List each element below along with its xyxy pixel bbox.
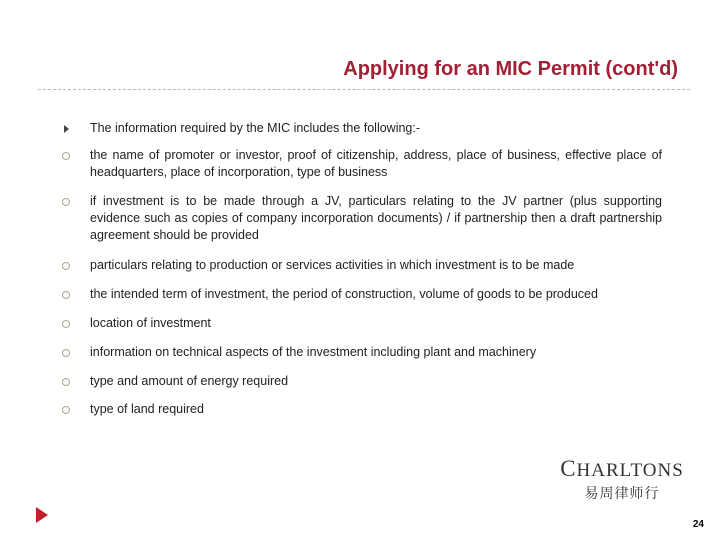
list-item [60, 193, 662, 244]
list-item [60, 257, 662, 274]
list-item-text: the intended term of investment, the period of construction, volume of goods to be produced [90, 287, 598, 301]
play-arrow-icon[interactable] [35, 506, 49, 529]
list-item-text: location of investment [90, 316, 211, 330]
logo-wordmark: CHARLTONS [560, 456, 684, 481]
title-divider [38, 89, 690, 90]
list-item [60, 147, 662, 181]
list-item [60, 401, 662, 418]
charltons-logo [560, 456, 684, 503]
bullet-list [60, 120, 662, 418]
hollow-circle-icon [60, 344, 72, 361]
list-item-text: type of land required [90, 402, 204, 416]
list-item [60, 344, 662, 361]
list-item-text: type and amount of energy required [90, 374, 289, 388]
hollow-circle-icon [60, 193, 72, 210]
hollow-circle-icon [60, 257, 72, 274]
list-item-text: if investment is to be made through a JV, particulars relating to the JV partner (plus supporting evidence such as copies of company incorporation documents) / if partnership then a draft partnership agreement should be provided [90, 194, 662, 242]
list-item [60, 286, 662, 303]
hollow-circle-icon [60, 315, 72, 332]
list-item [60, 373, 662, 390]
list-item [60, 315, 662, 332]
page-number: 24 [692, 519, 704, 530]
right-triangle-icon [60, 120, 72, 137]
hollow-circle-icon [60, 147, 72, 164]
list-item-text: the name of promoter or investor, proof of citizenship, address, place of business, effective place of headquarters, place of incorporation, type of business [90, 148, 662, 179]
list-item-text: information on technical aspects of the investment including plant and machinery [90, 345, 537, 359]
hollow-circle-icon [60, 401, 72, 418]
list-item-text: particulars relating to production or services activities in which investment is to be made [90, 258, 575, 272]
logo-chinese-name: 易周律师行 [584, 486, 660, 502]
slide-title: Applying for an MIC Permit (cont'd) [343, 58, 678, 80]
intro-text: The information required by the MIC includes the following:- [90, 121, 421, 135]
hollow-circle-icon [60, 286, 72, 303]
hollow-circle-icon [60, 373, 72, 390]
intro-line [60, 120, 662, 137]
